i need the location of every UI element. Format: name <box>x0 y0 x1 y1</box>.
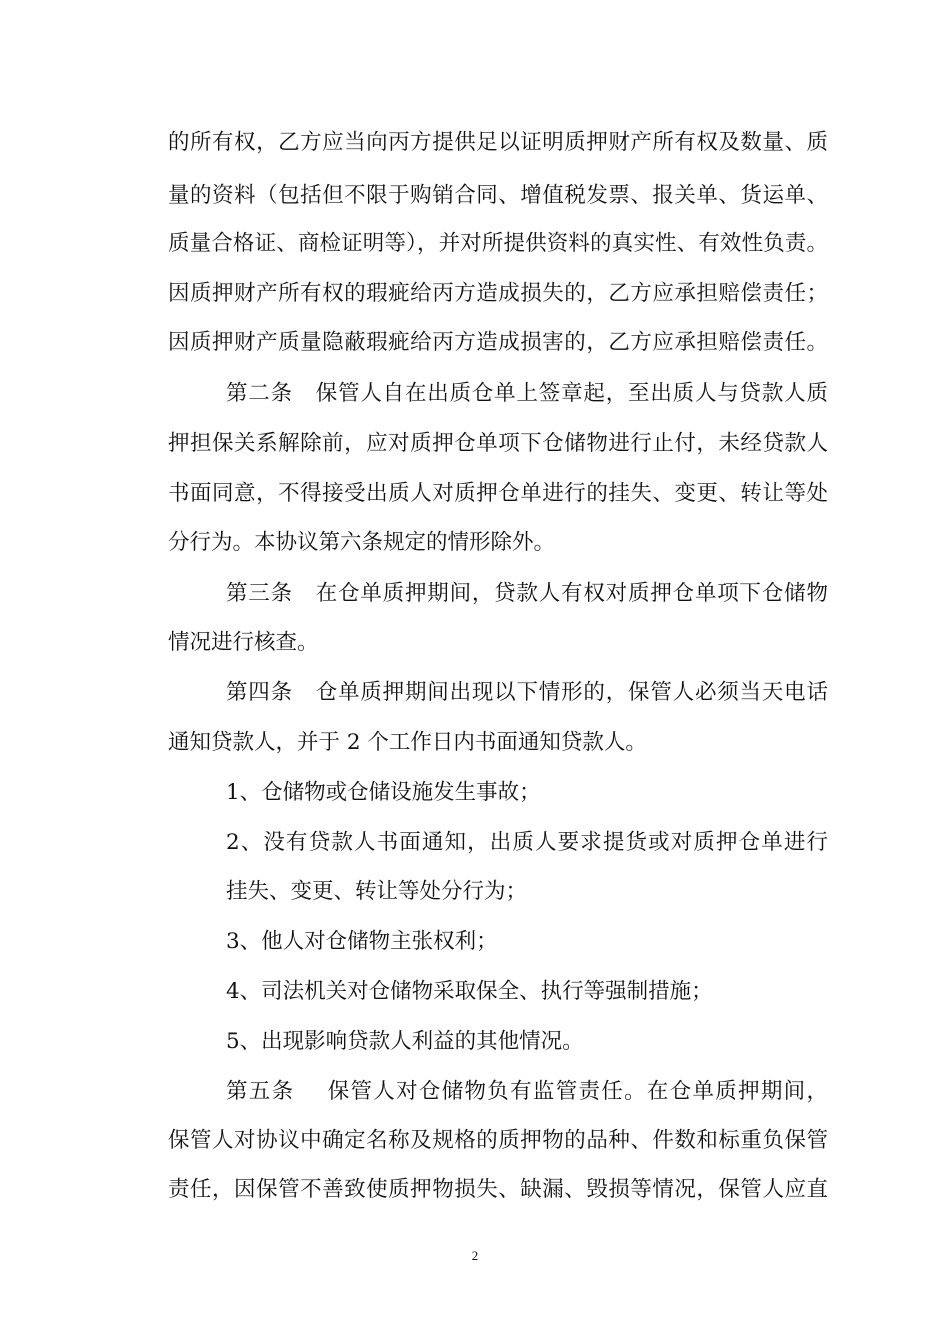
article-5-first-line <box>226 1074 828 1110</box>
article-4-text: 仓单质押期间出现以下情形的，保管人必须当天电话 <box>314 680 828 705</box>
article-2-text: 保管人自在出质仓单上签章起，至出质人与贷款人质 <box>314 381 828 406</box>
paragraph-line: 责任，因保管不善致使质押物损失、缺漏、毁损等情况，保管人应直 <box>168 1177 828 1202</box>
article-5-text: 保管人对仓储物负有监管责任。在仓单质押期间， <box>326 1079 828 1104</box>
article-4-label: 第四条 <box>226 680 293 705</box>
list-item: 2、没有贷款人书面通知，出质人要求提货或对质押仓单进行 <box>226 830 828 855</box>
paragraph-line: 质量合格证、商检证明等），并对所提供资料的真实性、有效性负责。 <box>168 231 828 256</box>
paragraph-line: 量的资料（包括但不限于购销合同、增值税发票、报关单、货运单、 <box>168 183 828 208</box>
article-2-label: 第二条 <box>226 381 293 406</box>
paragraph-line: 通知贷款人，并于 2 个工作日内书面通知贷款人。 <box>168 730 647 755</box>
paragraph-line: 情况进行核查。 <box>168 630 319 655</box>
paragraph-line: 书面同意，不得接受出质人对质押仓单进行的挂失、变更、转让等处 <box>168 481 828 506</box>
list-item: 5、出现影响贷款人利益的其他情况。 <box>226 1029 584 1054</box>
article-3-label: 第三条 <box>226 581 293 606</box>
page-number: 2 <box>471 1248 479 1263</box>
paragraph-line: 的所有权，乙方应当向丙方提供足以证明质押财产所有权及数量、质 <box>168 130 828 155</box>
list-item: 挂失、变更、转让等处分行为； <box>226 879 528 904</box>
paragraph-line: 保管人对协议中确定名称及规格的质押物的品种、件数和标重负保管 <box>168 1128 828 1153</box>
list-item: 1、仓储物或仓储设施发生事故； <box>226 780 541 805</box>
paragraph-line: 分行为。本协议第六条规定的情形除外。 <box>168 530 556 555</box>
list-item: 3、他人对仓储物主张权利； <box>226 929 498 954</box>
article-4-first-line <box>226 675 828 711</box>
article-3-text: 在仓单质押期间，贷款人有权对质押仓单项下仓储物 <box>314 581 828 606</box>
article-2-first-line <box>226 376 828 412</box>
paragraph-line: 因质押财产质量隐蔽瑕疵给丙方造成损害的，乙方应承担赔偿责任。 <box>168 330 828 355</box>
article-3-first-line <box>226 576 828 612</box>
list-item: 4、司法机关对仓储物采取保全、执行等强制措施； <box>226 979 713 1004</box>
article-5-label: 第五条 <box>226 1079 295 1104</box>
paragraph-line: 因质押财产所有权的瑕疵给丙方造成损失的，乙方应承担赔偿责任； <box>168 281 828 306</box>
paragraph-line: 押担保关系解除前，应对质押仓单项下仓储物进行止付，未经贷款人 <box>168 431 828 456</box>
